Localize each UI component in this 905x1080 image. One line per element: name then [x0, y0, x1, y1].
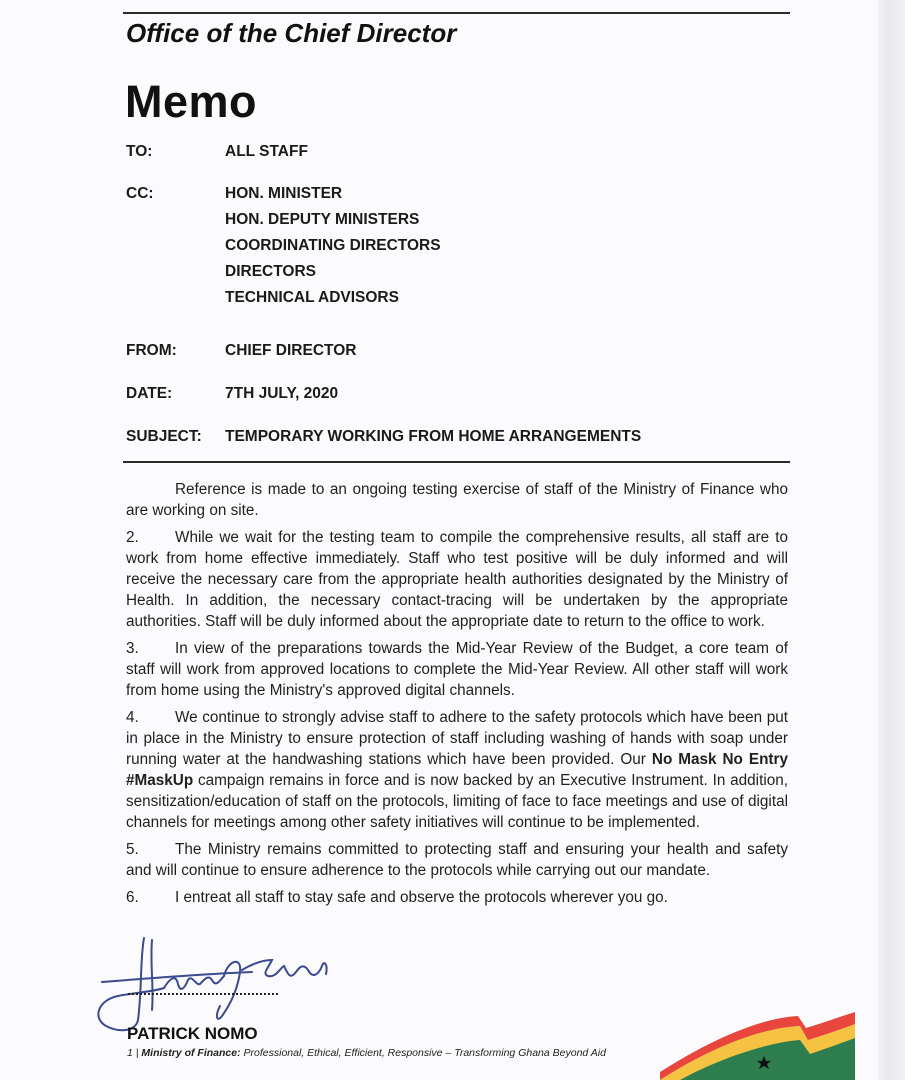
paragraph-1: Reference is made to an ongoing testing exercise of staff of the Ministry of Finance who are working on site. — [126, 481, 788, 519]
cc-recipient: HON. MINISTER — [225, 185, 343, 202]
memo-title: Memo — [125, 76, 258, 127]
paragraph-2 — [126, 527, 788, 632]
signature-line — [128, 993, 278, 995]
memo-body — [126, 479, 788, 914]
page-edge-shadow — [878, 0, 905, 1080]
paragraph-text: While we wait for the testing team to compile the comprehensive results, all staff are to work from home effective immediately. Staff who test positive will be duly informed and will receive the necessary care from the appropriate health authorities designated by the Ministry of Health. In addition, the necessary contact-tracing will be undertaken by the appropriate authorities. Staff will be duly informed about the appropriate date to return to the office to work. — [126, 529, 788, 630]
paragraph-text: The Ministry remains committed to protecting staff and ensuring your health and safety and will continue to ensure adherence to the protocols while carrying out our mandate. — [126, 841, 788, 879]
paragraph-5 — [126, 839, 788, 881]
page-number: 1 | — [127, 1047, 142, 1059]
to-value: ALL STAFF — [225, 143, 308, 160]
paragraph-number: 5. — [126, 841, 139, 858]
paragraph-text: We continue to strongly advise staff to adhere to the safety protocols which have been put in place in the Ministry to ensure protection of staff including washing of hands with soap under running water at the handwashing stations which have been provided. Our — [126, 709, 788, 768]
office-heading: Office of the Chief Director — [126, 18, 457, 48]
ghana-flag-icon — [660, 1010, 860, 1080]
paragraph-text: In view of the preparations towards the Mid-Year Review of the Budget, a core team of staff will work from approved locations to complete the Mid-Year Review. All other staff will work from home using the Ministry's approved digital channels. — [126, 640, 788, 699]
paragraph-number: 2. — [126, 529, 139, 546]
to-label: TO: — [126, 143, 153, 160]
date-value: 7TH JULY, 2020 — [225, 385, 339, 402]
cc-recipient: COORDINATING DIRECTORS — [225, 237, 441, 254]
footer-motto: Professional, Ethical, Efficient, Responsive – Transforming Ghana Beyond Aid — [240, 1047, 606, 1059]
paragraph-6 — [126, 887, 788, 908]
cc-recipient: TECHNICAL ADVISORS — [225, 289, 399, 306]
cc-recipient: HON. DEPUTY MINISTERS — [225, 211, 420, 228]
page-footer — [127, 1047, 606, 1059]
subject-rule — [123, 461, 790, 463]
from-value: CHIEF DIRECTOR — [225, 342, 357, 359]
footer-org: Ministry of Finance: — [141, 1047, 241, 1059]
cc-recipient: DIRECTORS — [225, 263, 317, 280]
paragraph-text: campaign remains in force and is now backed by an Executive Instrument. In addition, sensitization/education of staff on the protocols, limiting of face to face meetings and use of digital channels for meetings among other safety initiatives will continue to be implemented. — [126, 772, 788, 831]
paragraph-number: 4. — [126, 709, 139, 726]
paragraph-number: 3. — [126, 640, 139, 657]
campaign-name: No Mask No Entry #MaskUp — [126, 751, 788, 789]
signer-name: PATRICK NOMO — [127, 1024, 258, 1043]
paragraph-3 — [126, 638, 788, 701]
header-rule — [123, 12, 790, 14]
paragraph-number: 6. — [126, 889, 139, 906]
paragraph-4 — [126, 707, 788, 833]
subject-label: SUBJECT: — [126, 428, 202, 445]
cc-label: CC: — [126, 185, 154, 202]
subject-value: TEMPORARY WORKING FROM HOME ARRANGEMENTS — [225, 428, 642, 445]
paragraph-text: I entreat all staff to stay safe and observe the protocols wherever you go. — [175, 889, 668, 906]
date-label: DATE: — [126, 385, 173, 402]
from-label: FROM: — [126, 342, 177, 359]
